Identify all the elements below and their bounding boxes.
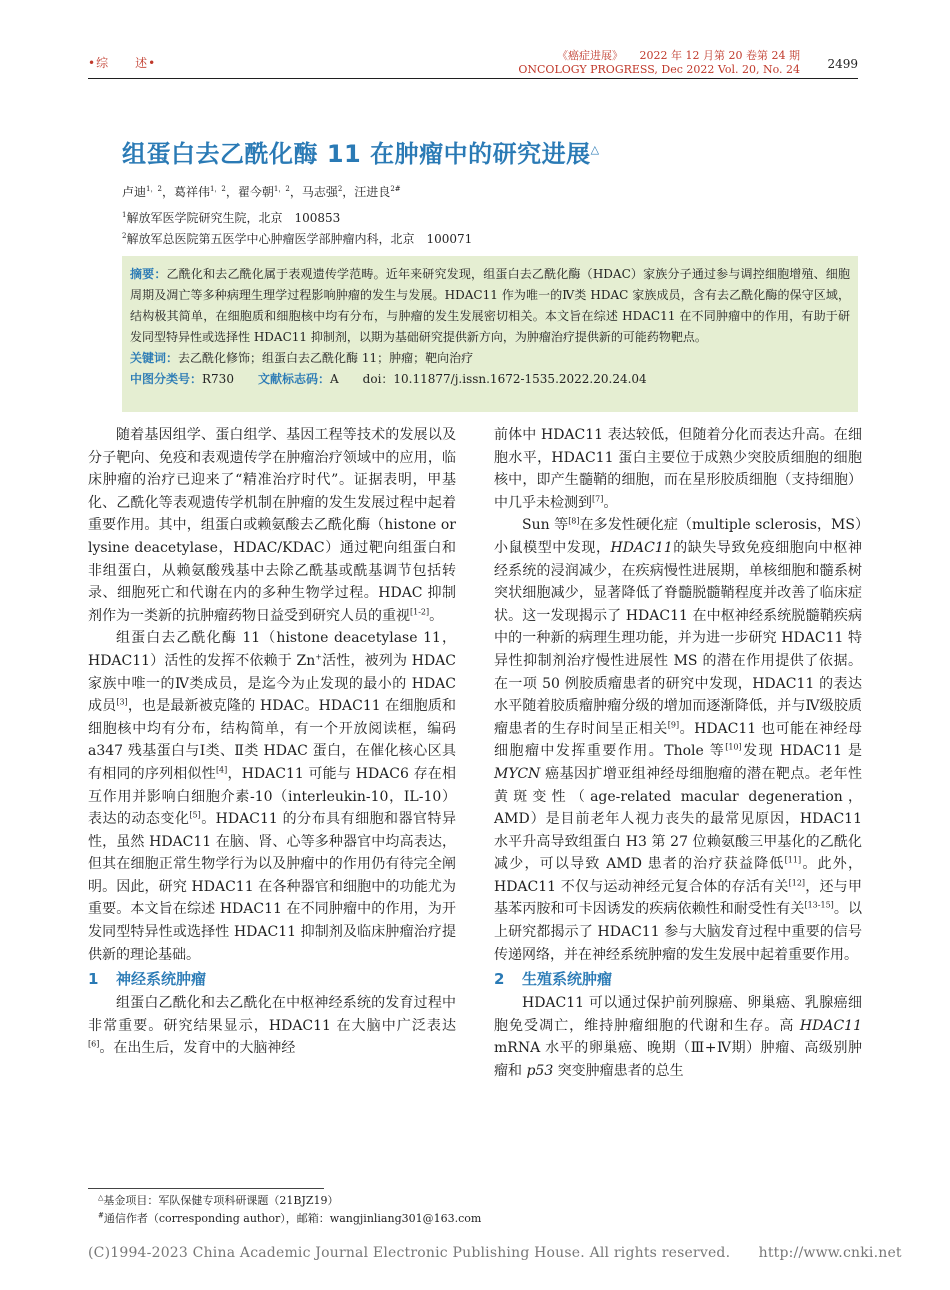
citation: [11] (784, 855, 802, 865)
journal-name-cn: 《癌症进展》 2022 年 12 月第 20 卷第 24 期 (557, 49, 800, 62)
citation: [9] (667, 720, 680, 730)
citation: [6] (88, 1039, 100, 1049)
paragraph (494, 992, 862, 1082)
paragraph-text: 。在出生后，发育中的大脑神经 (99, 1040, 296, 1057)
affiliation-sup: 1 (122, 211, 127, 219)
abstract-text: 乙酰化和去乙酰化属于表观遗传学范畴。近年来研究发现，组蛋白去乙酰化酶（HDAC）家族分子通过参与调控细胞增殖、细胞周期及凋亡等多种病理生理学过程影响肿瘤的发生与发展。HDAC11 作为唯一的Ⅳ类 HDAC 家族成员，含有去乙酰化酶的保守区域，结构极其简单，在细胞质和细胞核中均有分布，与肿瘤的发生发展密切相关。本文旨在综述 HDAC11 在不同肿瘤中的作用，有助于研发同型特异性或选择性 HDAC11 抑制剂，以期为基础研究提供新方向，为肿瘤治疗提供新的可能药物靶点。 (130, 267, 850, 344)
gene-name: HDAC11 (799, 1017, 862, 1034)
journal-info (518, 49, 800, 77)
author-name: ，葛祥伟 (161, 185, 210, 199)
doc-code-label: 文献标志码： (257, 372, 330, 386)
paragraph-text: 。HDAC11 也可能在神经母细胞瘤中发挥重要作用。Thole 等 (494, 720, 863, 760)
author-sup: 2# (390, 185, 401, 193)
paragraph-text: 组蛋白去乙酰化酶 11（histone deacetylase 11，HDAC11）活性的发挥不依赖于 Zn (88, 630, 456, 669)
section-title: 神经系统肿瘤 (116, 970, 207, 989)
paragraph (494, 424, 862, 514)
citation: [1-2] (410, 607, 430, 617)
paragraph (88, 992, 456, 1060)
author-sup: 1，2 (273, 185, 290, 193)
clc-value: R730 (202, 372, 234, 386)
copyright-notice: (C)1994-2023 China Academic Journal Electronic Publishing House. All rights reserved. http://www.cnki.net (88, 1245, 902, 1261)
doi: doi：10.11877/j.issn.1672-1535.2022.20.24.04 (362, 372, 647, 386)
citation: [5] (189, 810, 201, 820)
title-text: 组蛋白去乙酰化酶 11 在肿瘤中的研究进展 (122, 140, 591, 168)
paragraph (88, 424, 456, 627)
superscript: + (315, 652, 322, 662)
author-sup: 1，2 (209, 185, 226, 193)
abstract-label: 摘要： (130, 267, 167, 281)
paragraph-text: 。 (603, 494, 618, 511)
affiliation-sup: 2 (122, 232, 127, 240)
paragraph-text: 。 (429, 607, 444, 624)
citation: [8] (568, 516, 580, 526)
paragraph-text: ，还与甲基苯丙胺和可卡因诱发的疾病依赖性和耐受性有关 (494, 878, 862, 918)
affiliation-text: 解放军医学院研究生院，北京 100853 (126, 211, 341, 225)
keywords-label: 关键词： (130, 351, 179, 365)
author-name: 卢迪 (122, 185, 147, 199)
footnote-funding (98, 1192, 339, 1208)
paragraph-text: ，HDAC11 可能与 HDAC6 存在相互作用并影响白细胞介素-10（interleukin-10，IL-10）表达的动态变化 (88, 765, 457, 828)
abstract (130, 264, 850, 348)
paragraph-text: HDAC11 可以通过保护前列腺癌、卵巢癌、乳腺癌细胞免受凋亡，维持肿瘤细胞的代谢和生存。高 (494, 995, 862, 1034)
paragraph-text: 发现 HDAC11 是 (741, 743, 862, 760)
paragraph (88, 627, 456, 966)
affiliation-1 (122, 209, 340, 226)
paragraph-text: 随着基因组学、蛋白组学、基因工程等技术的发展以及分子靶向、免疫和表观遗传学在肿瘤治疗领域中的应用，临床肿瘤的治疗已迎来了“精准治疗时代”。证据表明，甲基化、乙酰化等表观遗传学机制在肿瘤的发生发展过程中起着重要作用。其中，组蛋白或赖氨酸去乙酰化酶（histone or lysine deacetylase，HDAC/KDAC）通过靶向组蛋白和非组蛋白，从赖氨酸残基中去除乙酰基或酰基调节包括转录、细胞死亡和代谢在内的多种生物学过程。HDAC 抑制剂作为一类新的抗肿瘤药物日益受到研究人员的重视 (88, 427, 456, 624)
author-name: ，翟今朝 (225, 185, 274, 199)
citation: [3] (116, 697, 128, 707)
paragraph-text: 的缺失导致免疫细胞向中枢神经系统的浸润减少，在疾病慢性进展期，单核细胞和髓系树突状细胞减少，显著降低了脊髓脱髓鞘程度并改善了临床症状。这一发现揭示了 HDAC11 在中枢神经系统脱髓鞘疾病中的一种新的病理生理功能，并为进一步研究 HDAC11 特异性抑制剂治疗慢性进展性 MS 的潜在作用提供了依据。在一项 50 例胶质瘤患者的研究中发现，HDAC11 的表达水平随着胶质瘤肿瘤分级的增加而逐渐降低，并与Ⅳ级胶质瘤患者的生存时间呈正相关 (494, 539, 863, 737)
doc-code-value: A (329, 372, 339, 386)
citation: [10] (725, 742, 742, 752)
abstract-box (122, 256, 858, 412)
footnote-mark: # (98, 1211, 104, 1220)
section-heading-2 (494, 966, 862, 992)
paragraph-text: 。此外，HDAC11 不仅与运动神经元复合体的存活有关 (494, 856, 863, 895)
citation: [7] (592, 494, 604, 504)
author-list (122, 183, 401, 200)
paragraph-text: 组蛋白乙酰化和去乙酰化在中枢神经系统的发育过程中非常重要。研究结果显示，HDAC11 在大脑中广泛表达 (88, 995, 456, 1034)
author-name: ，汪进良 (342, 185, 391, 199)
journal-name-en: ONCOLOGY PROGRESS, Dec 2022 Vol. 20, No. 24 (518, 63, 800, 76)
author-sup: 1，2 (146, 185, 162, 193)
body-column-left (88, 424, 456, 1060)
section-label: •综 述• (88, 56, 157, 70)
gene-name: MYCN (494, 765, 541, 782)
paragraph-text: ，也是最新被克隆的 HDAC。HDAC11 在细胞质和细胞核中均有分布，结构简单，有一个开放阅读框，编码 a347 残基蛋白与Ⅰ类、Ⅱ类 HDAC 蛋白，在催化核心区具有相同的序列相似性 (88, 698, 456, 782)
clc-label: 中图分类号： (130, 372, 203, 386)
section-title: 生殖系统肿瘤 (522, 970, 613, 989)
paragraph-text: 前体中 HDAC11 表达较低，但随着分化而表达升高。在细胞水平，HDAC11 蛋白主要位于成熟少突胶质细胞的细胞核中，即产生髓鞘的细胞，而在星形胶质细胞（支持细胞）中几乎未检测到 (494, 427, 862, 511)
author-name: ，马志强 (289, 185, 338, 199)
classification-row (130, 369, 850, 390)
paragraph-text: 突变肿瘤患者的总生 (553, 1063, 684, 1080)
footnote-text: 通信作者（corresponding author），邮箱：wangjinliang301@163.com (103, 1212, 482, 1225)
paragraph-text: 。HDAC11 的分布具有细胞和器官特异性，虽然 HDAC11 在脑、肾、心等多种器官中均高表达，但其在细胞正常生物学行为以及肿瘤中的作用仍有待完全阐明。因此，研究 HDAC11 在各种器官和细胞中的功能尤为重要。本文旨在综述 HDAC11 在不同肿瘤中的作用，为开发同型特异性或选择性 HDAC11 抑制剂及临床肿瘤治疗提供新的理论基础。 (88, 811, 456, 963)
footnote-corresponding (98, 1210, 481, 1226)
header-divider (88, 78, 858, 79)
citation: [12] (788, 878, 806, 888)
section-heading-1 (88, 966, 456, 992)
paragraph (494, 514, 862, 966)
footnote-text: 基金项目：军队保健专项科研课题（21BJZ19） (103, 1194, 339, 1207)
paragraph-text: 活性，被列为 HDAC 家族中唯一的Ⅳ类成员，是迄今为止发现的最小的 HDAC 成员 (88, 652, 456, 715)
article-title (122, 134, 600, 169)
paragraph-text: 。以上研究都揭示了 HDAC11 参与大脑发育过程中重要的信号传递网络，并在神经系统肿瘤的发生发展中起着重要作用。 (494, 901, 863, 963)
paragraph-text: 癌基因扩增亚组神经母细胞瘤的潜在靶点。老年性黄斑变性（age-related macular degeneration，AMD）是目前老年人视力丧失的最常见原因，HDAC11 水平升高导致组蛋白 H3 第 27 位赖氨酸三甲基化的乙酰化减少，可以导致 AMD 患者的治疗获益降低 (494, 765, 862, 873)
section-number: 1 (88, 970, 99, 989)
citation: [13-15] (804, 900, 834, 910)
affiliation-2 (122, 230, 472, 247)
author-sup: 2 (337, 185, 343, 193)
section-number: 2 (494, 970, 505, 989)
gene-name: HDAC11 (610, 539, 673, 556)
affiliation-text: 解放军总医院第五医学中心肿瘤医学部肿瘤内科，北京 100071 (126, 232, 473, 246)
citation: [4] (215, 765, 228, 775)
body-column-right (494, 424, 862, 1083)
paragraph-text: 在多发性硬化症（multiple sclerosis，MS）小鼠模型中发现， (494, 517, 862, 556)
paragraph-text: Sun 等 (522, 517, 569, 534)
footnote-divider (88, 1188, 324, 1189)
page-number: 2499 (827, 57, 858, 71)
keywords-text: 去乙酰化修饰；组蛋白去乙酰化酶 11；肿瘤；靶向治疗 (178, 351, 474, 365)
footnote-mark: △ (98, 1193, 104, 1202)
keywords (130, 348, 850, 369)
title-mark: △ (590, 143, 600, 156)
gene-name: p53 (526, 1063, 554, 1080)
paragraph-text: mRNA 水平的卵巢癌、晚期（Ⅲ+Ⅳ期）肿瘤、高级别肿瘤和 (494, 1040, 862, 1080)
